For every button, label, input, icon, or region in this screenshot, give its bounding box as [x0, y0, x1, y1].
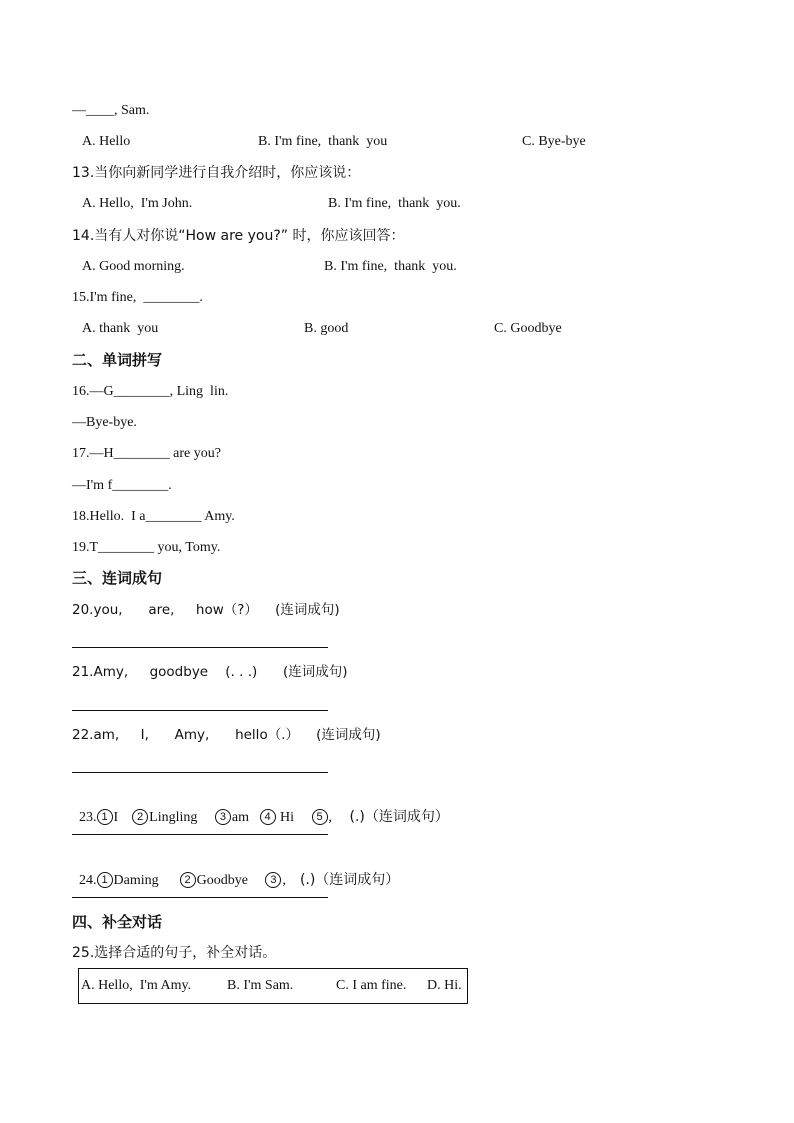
q24-word-2: Goodbye — [196, 873, 248, 888]
q23-answer-line[interactable] — [72, 834, 328, 835]
q23-circle-4: 4 — [260, 809, 276, 825]
q25-question: 25.选择合适的句子，补全对话。 — [72, 945, 277, 961]
q23-circle-1: 1 — [97, 809, 113, 825]
q15-question: 15.I'm fine, ________. — [72, 290, 203, 305]
q24-circle-2: 2 — [180, 872, 196, 888]
q12-answer-line: —____, Sam. — [72, 103, 150, 118]
q23-circle-3: 3 — [215, 809, 231, 825]
q24-circle-3: 3 — [265, 872, 281, 888]
q13-option-a[interactable]: A. Hello, I'm John. — [82, 196, 193, 211]
section-3-title: 三、连词成句 — [72, 569, 163, 587]
q23-circle-2: 2 — [132, 809, 148, 825]
q24-word-3: , — [282, 873, 286, 888]
q22-answer-line[interactable] — [72, 772, 328, 773]
q16-line-1: 16.—G________, Ling lin. — [72, 384, 229, 399]
q23-word-3: am — [231, 810, 250, 825]
q21-answer-line[interactable] — [72, 710, 328, 711]
q24-question — [72, 850, 400, 888]
q13-question: 13.当你向新同学进行自我介绍时，你应该说： — [72, 165, 361, 181]
q24-tail: (.)（连词成句） — [299, 872, 400, 888]
q24-circle-1: 1 — [97, 872, 113, 888]
q14-question: 14.当有人对你说“How are you?” 时，你应该回答： — [72, 228, 405, 244]
q23-number: 23. — [79, 810, 97, 825]
q24-answer-line[interactable] — [72, 897, 328, 898]
q25-options-box — [78, 968, 468, 1004]
q23-word-5: , — [328, 810, 333, 825]
q12-option-c[interactable]: C. Bye-bye — [522, 134, 586, 149]
q23-circle-5: 5 — [312, 809, 328, 825]
q12-option-b[interactable]: B. I'm fine, thank you — [258, 134, 388, 149]
q23-word-1: I — [113, 810, 119, 825]
q25-option-a: A. Hello, I'm Amy. — [81, 978, 192, 993]
q15-option-c[interactable]: C. Goodbye — [494, 321, 562, 336]
q15-option-a[interactable]: A. thank you — [82, 321, 159, 336]
q17-line-1: 17.—H________ are you? — [72, 446, 221, 461]
q23-word-4: Hi — [276, 810, 295, 825]
q23-word-2: Lingling — [149, 810, 198, 825]
q24-number: 24. — [79, 873, 97, 888]
section-4-title: 四、补全对话 — [72, 913, 163, 931]
section-2-title: 二、单词拼写 — [72, 351, 163, 369]
q25-option-c: C. I am fine. — [336, 978, 407, 993]
q16-line-2: —Bye-bye. — [72, 415, 137, 430]
q17-line-2: —I'm f________. — [72, 478, 172, 493]
q15-option-b[interactable]: B. good — [304, 321, 349, 336]
q25-option-b: B. I'm Sam. — [227, 978, 294, 993]
q12-option-a[interactable]: A. Hello — [82, 134, 131, 149]
q19-question: 19.T________ you, Tomy. — [72, 540, 221, 555]
q23-tail: (.)（连词成句） — [349, 809, 449, 825]
q13-option-b[interactable]: B. I'm fine, thank you. — [328, 196, 461, 211]
q24-word-1: Daming — [113, 873, 159, 888]
q14-option-a[interactable]: A. Good morning. — [82, 259, 185, 274]
q20-answer-line[interactable] — [72, 647, 328, 648]
q18-question: 18.Hello. I a________ Amy. — [72, 509, 235, 524]
q20-question: 20.you, are, how（?） (连词成句) — [72, 602, 340, 618]
q22-question: 22.am, I, Amy, hello（.） (连词成句) — [72, 727, 381, 743]
q21-question: 21.Amy, goodbye (. . .) (连词成句) — [72, 664, 348, 680]
q23-question — [72, 787, 449, 825]
q25-option-d: D. Hi. — [427, 978, 462, 993]
q14-option-b[interactable]: B. I'm fine, thank you. — [324, 259, 457, 274]
